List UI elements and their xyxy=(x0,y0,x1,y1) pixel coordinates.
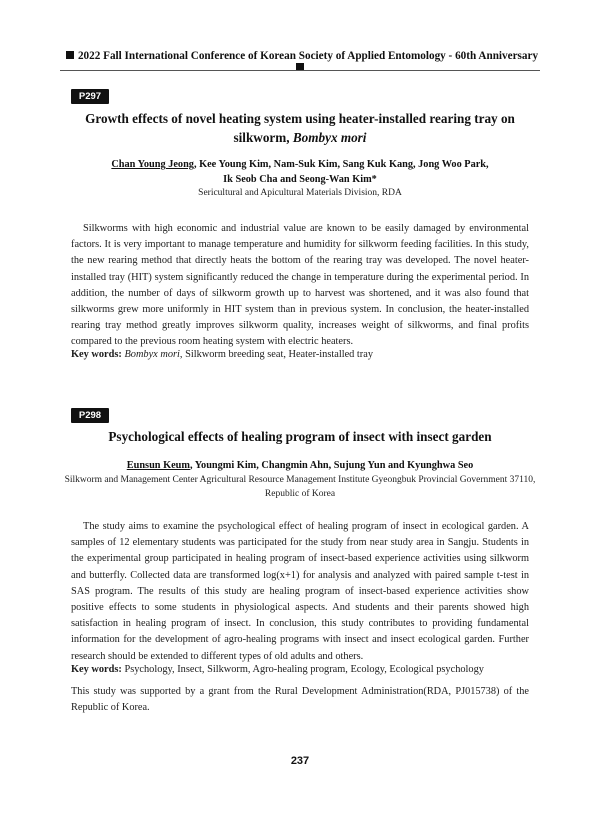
p298-affiliation-line2: Republic of Korea xyxy=(264,489,336,499)
p297-authors xyxy=(60,157,540,187)
p297-authors-line1: , Kee Young Kim, Nam-Suk Kim, Sang Kuk Kang, Jong Woo Park, xyxy=(193,159,489,170)
p297-title-line2: silkworm, xyxy=(233,130,293,145)
p297-title xyxy=(60,109,540,147)
p298-keywords xyxy=(71,662,529,678)
p297-authors-line2: Ik Seob Cha and Seong-Wan Kim* xyxy=(223,174,377,185)
p298-authors xyxy=(60,458,540,473)
p298-acknowledgement: This study was supported by a grant from the Rural Development Administration(RDA, PJ015738) of the Republic of Korea. xyxy=(71,686,529,713)
poster-badge-p297: P297 xyxy=(71,89,109,104)
header-rule xyxy=(60,70,540,71)
poster-badge-p298: P298 xyxy=(71,408,109,423)
p298-abstract: The study aims to examine the psychological effect of healing program of insect in ecological garden. A samples of 12 elementary students was participated for the study from near study area in Sangju. Students in the experimental group participated in healing program of insect-based experience activities using silkworm and butterfly. Collected data are transformed log(x+1) for analysis and analyzed with paired sample t-test in SAS program. The results of this study are healing program of insect-based experience activities show positive effects to some students in physiological aspects. And students and their parents showed high satisfaction in healing program of insect. In conclusion, this study contributes to providing fundamental information for the development of agro-healing programs with insect and insect ecological garden. Further research should be extended to different types of old adults and others. xyxy=(71,521,529,662)
p297-title-species: Bombyx mori xyxy=(292,130,367,145)
p298-keywords-text: Psychology, Insect, Silkworm, Agro-healing program, Ecology, Ecological psychology xyxy=(124,664,484,675)
p297-first-author: Chan Young Jeong xyxy=(111,159,194,170)
p297-title-line1: Growth effects of novel heating system using heater-installed rearing tray on xyxy=(85,111,515,126)
page-number: 237 xyxy=(290,755,310,767)
p297-keywords-rest: , Silkworm breeding seat, Heater-installed tray xyxy=(179,349,374,360)
p298-first-author: Eunsun Keum xyxy=(126,460,190,471)
p297-affiliation: Sericultural and Apicultural Materials Division, RDA xyxy=(198,188,402,198)
p298-authors-rest: , Youngmi Kim, Changmin Ahn, Sujung Yun and Kyunghwa Seo xyxy=(189,460,474,471)
p298-affiliation-line1: Silkworm and Management Center Agricultural Resource Management Institute Gyeongbuk Provincial Government 37110, xyxy=(64,475,536,485)
p297-keywords-label: Key words: xyxy=(71,349,122,360)
p298-affiliation xyxy=(60,473,540,501)
p297-keyword-species: Bombyx mori xyxy=(124,349,180,360)
p298-keywords-label: Key words: xyxy=(71,664,122,675)
p298-title: Psychological effects of healing program of insect with insect garden xyxy=(108,429,492,444)
conference-header-text: 2022 Fall International Conference of Korean Society of Applied Entomology - 60th Anniversary xyxy=(77,50,539,62)
square-bullet-icon xyxy=(66,51,74,59)
p297-keywords xyxy=(71,347,529,363)
p297-abstract: Silkworms with high economic and industrial value are known to be easily damaged by environmental factors. It is very important to manage temperature and humidity for silkworm feeding facilities. In this study, the new rearing method that directly heats the bottom of the rearing tray was developed. The novel heater-installed tray (HIT) system significantly reduced the change in temperature during the experimental period. In addition, the number of days of silkworm growth up to harvest was shortened, and it was also found that silkworms grew more uniformly in HIT system than in previous system. In conclusion, the heater-installed rearing tray method greatly improves silkworm quality, increases weight of silkworms, and final profits compared to the previous room heating system with electric heaters. xyxy=(71,223,529,348)
